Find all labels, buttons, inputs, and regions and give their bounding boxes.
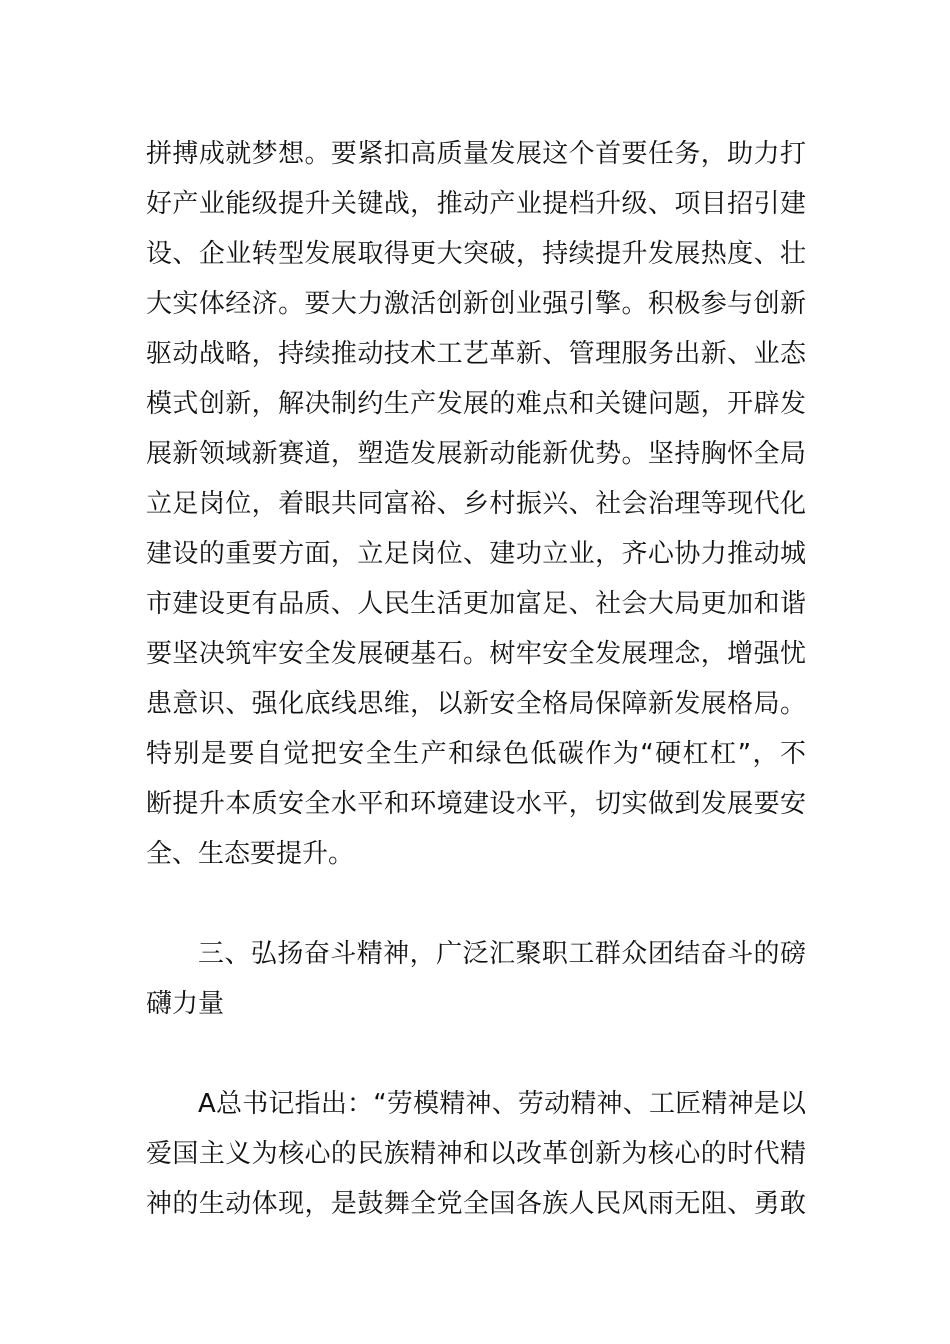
paragraph-1-line-10: 市建设更有品质、人民生活更加富足、社会大局更加和谐 — [146, 589, 806, 619]
paragraph-1-line-3: 设、企业转型发展取得更大突破，持续提升发展热度、壮 — [146, 239, 806, 269]
paragraph-1-line-15: 全、生态要提升。 — [146, 839, 355, 869]
paragraph-2-line-2: 爱国主义为核心的民族精神和以改革创新为核心的时代精 — [146, 1139, 806, 1169]
paragraph-1-line-9: 建设的重要方面，立足岗位、建功立业，齐心协力推动城 — [146, 539, 806, 569]
paragraph-1-line-5: 驱动战略，持续推动技术工艺革新、管理服务出新、业态 — [146, 339, 806, 369]
paragraph-1-line-14: 断提升本质安全水平和环境建设水平，切实做到发展要安 — [146, 789, 806, 819]
section-heading-3-line-2: 礴力量 — [146, 989, 225, 1019]
paragraph-1-line-7: 展新领域新赛道，塑造发展新动能新优势。坚持胸怀全局 — [146, 439, 806, 469]
paragraph-1-line-12: 患意识、强化底线思维，以新安全格局保障新发展格局。 — [146, 689, 806, 719]
paragraph-1-line-4: 大实体经济。要大力激活创新创业强引擎。积极参与创新 — [146, 289, 806, 319]
paragraph-1-line-11: 要坚决筑牢安全发展硬基石。树牢安全发展理念，增强忧 — [146, 639, 806, 669]
paragraph-1-line-2: 好产业能级提升关键战，推动产业提档升级、项目招引建 — [146, 189, 806, 219]
paragraph-1-line-13: 特别是要自觉把安全生产和绿色低碳作为“硬杠杠”，不 — [146, 739, 806, 769]
section-heading-3-line-1: 三、弘扬奋斗精神，广泛汇聚职工群众团结奋斗的磅 — [198, 939, 806, 969]
paragraph-1-line-1: 拼搏成就梦想。要紧扣高质量发展这个首要任务，助力打 — [146, 139, 806, 169]
paragraph-2-line-3: 神的生动体现，是鼓舞全党全国各族人民风雨无阻、勇敢 — [146, 1189, 806, 1219]
paragraph-1-line-8: 立足岗位，着眼共同富裕、乡村振兴、社会治理等现代化 — [146, 489, 806, 519]
paragraph-1-line-6: 模式创新，解决制约生产发展的难点和关键问题，开辟发 — [146, 389, 806, 419]
paragraph-2-line-1: A总书记指出：“劳模精神、劳动精神、工匠精神是以 — [198, 1089, 806, 1119]
